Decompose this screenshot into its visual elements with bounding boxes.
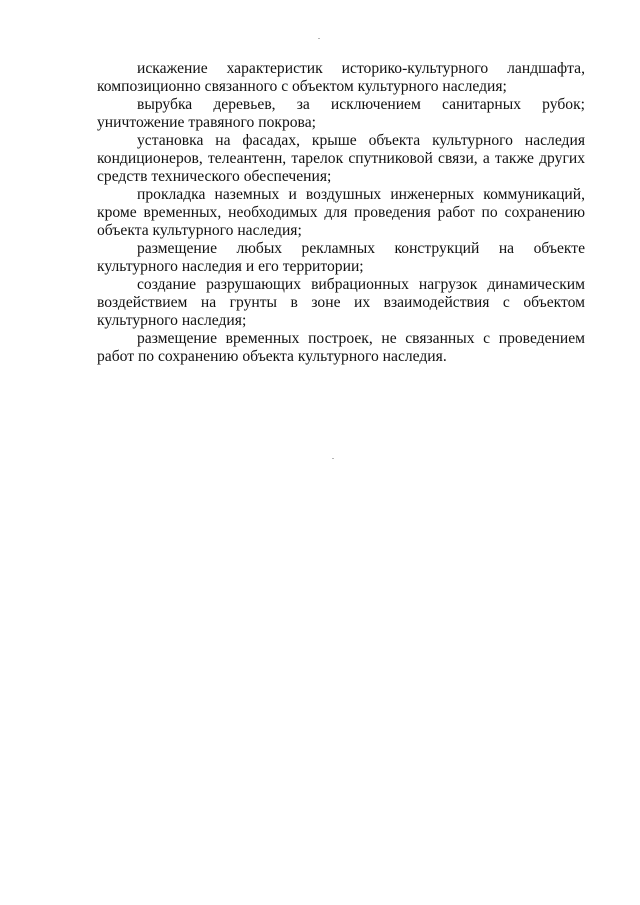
paragraph-tree-felling: вырубка деревьев, за исключением санитарных рубок; уничтожение травяного покрова; xyxy=(97,96,585,131)
paragraph-temporary-buildings: размещение временных построек, не связанных с проведением работ по сохранению объекта культурного наследия. xyxy=(97,330,585,365)
paragraph-landscape: искажение характеристик историко-культурного ландшафта, композиционно связанного с объектом культурного наследия; xyxy=(97,60,585,95)
paragraph-vibration-loads: создание разрушающих вибрационных нагрузок динамическим воздействием на грунты в зоне их взаимодействия с объектом культурного наследия; xyxy=(97,276,585,329)
paragraph-facade-installations: установка на фасадах, крыше объекта культурного наследия кондиционеров, телеантенн, тарелок спутниковой связи, а также других средств технического обеспечения; xyxy=(97,132,585,185)
paragraph-utility-lines: прокладка наземных и воздушных инженерных коммуникаций, кроме временных, необходимых для проведения работ по сохранению объекта культурного наследия; xyxy=(97,186,585,239)
document-body xyxy=(97,60,585,366)
scan-speck xyxy=(318,38,320,39)
paragraph-advertising: размещение любых рекламных конструкций на объекте культурного наследия и его территории; xyxy=(97,240,585,275)
scan-speck xyxy=(332,458,334,459)
